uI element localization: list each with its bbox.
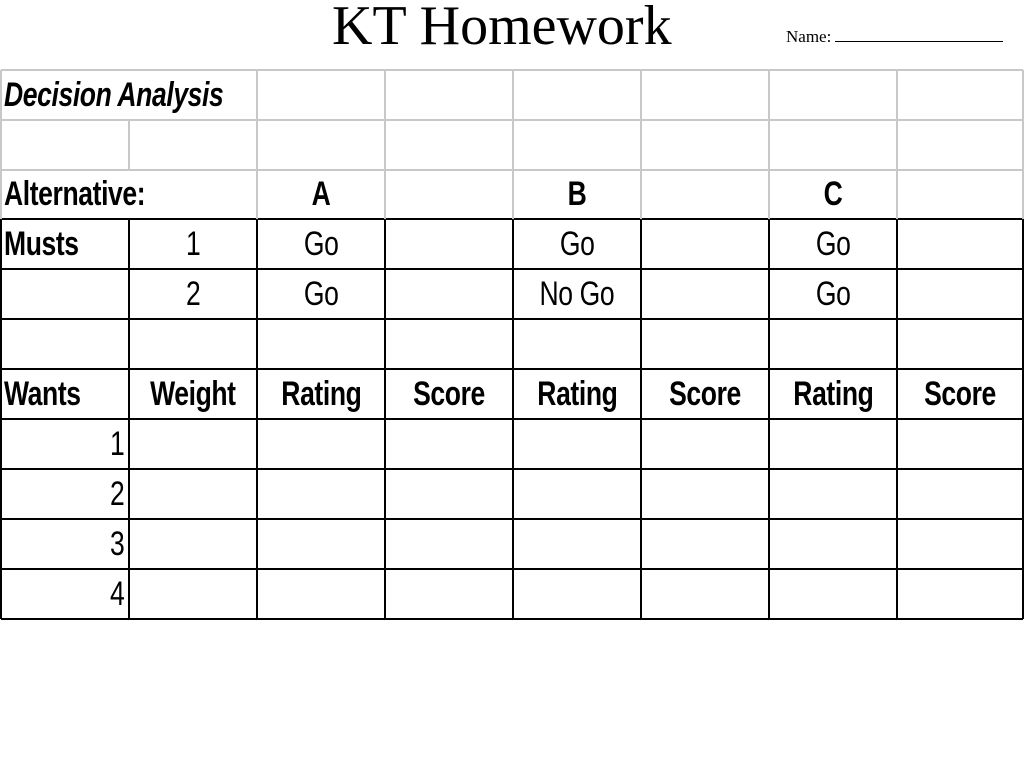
rating-header-text: Rating [280,374,362,413]
alternative-a-text: A [311,175,331,213]
must-number [130,270,256,318]
must-value-text: Go [815,274,851,313]
must-value-text: No Go [539,274,615,313]
score-header [642,370,768,418]
name-label: Name: [786,27,832,46]
wants-label-text: Wants [4,374,81,413]
must-value-text: Go [559,224,595,263]
rating-header [514,370,640,418]
weight-header [130,370,256,418]
alternative-a [258,171,384,218]
want-number-text: 1 [109,424,124,463]
want-number [2,520,128,568]
score-header-text: Score [413,374,485,413]
table-heading [2,71,256,119]
want-number-text: 3 [109,524,124,563]
page-title: KT Homework [332,0,672,57]
musts-label [2,220,128,268]
must-value [514,220,640,268]
must-value-text: Go [815,224,851,263]
alternative-label [2,171,256,218]
name-blank-line [835,26,1003,42]
table-grid-lines [0,69,1024,621]
score-header [386,370,512,418]
want-number-text: 4 [109,574,124,613]
want-number-text: 2 [109,474,124,513]
alternative-b [514,171,640,218]
name-field [786,26,1003,47]
must-value [258,220,384,268]
alternative-label-text: Alternative: [4,175,146,213]
must-value-text: Go [303,274,339,313]
alternative-c-text: C [823,175,843,213]
score-header-text: Score [669,374,741,413]
want-number [2,470,128,518]
score-header-text: Score [924,374,996,413]
rating-header [770,370,896,418]
must-number-text: 2 [185,274,201,313]
rating-header-text: Rating [536,374,618,413]
rating-header [258,370,384,418]
must-value [514,270,640,318]
must-number [130,220,256,268]
must-value [770,220,896,268]
must-value [258,270,384,318]
score-header [898,370,1022,418]
want-number [2,420,128,468]
must-value-text: Go [303,224,339,263]
want-number [2,570,128,618]
alternative-b-text: B [567,175,587,213]
alternative-c [770,171,896,218]
wants-label [2,370,128,418]
rating-header-text: Rating [792,374,874,413]
weight-header-text: Weight [150,374,236,413]
musts-label-text: Musts [4,224,79,263]
must-value [770,270,896,318]
table-heading-text: Decision Analysis [4,75,224,114]
must-number-text: 1 [185,224,201,263]
